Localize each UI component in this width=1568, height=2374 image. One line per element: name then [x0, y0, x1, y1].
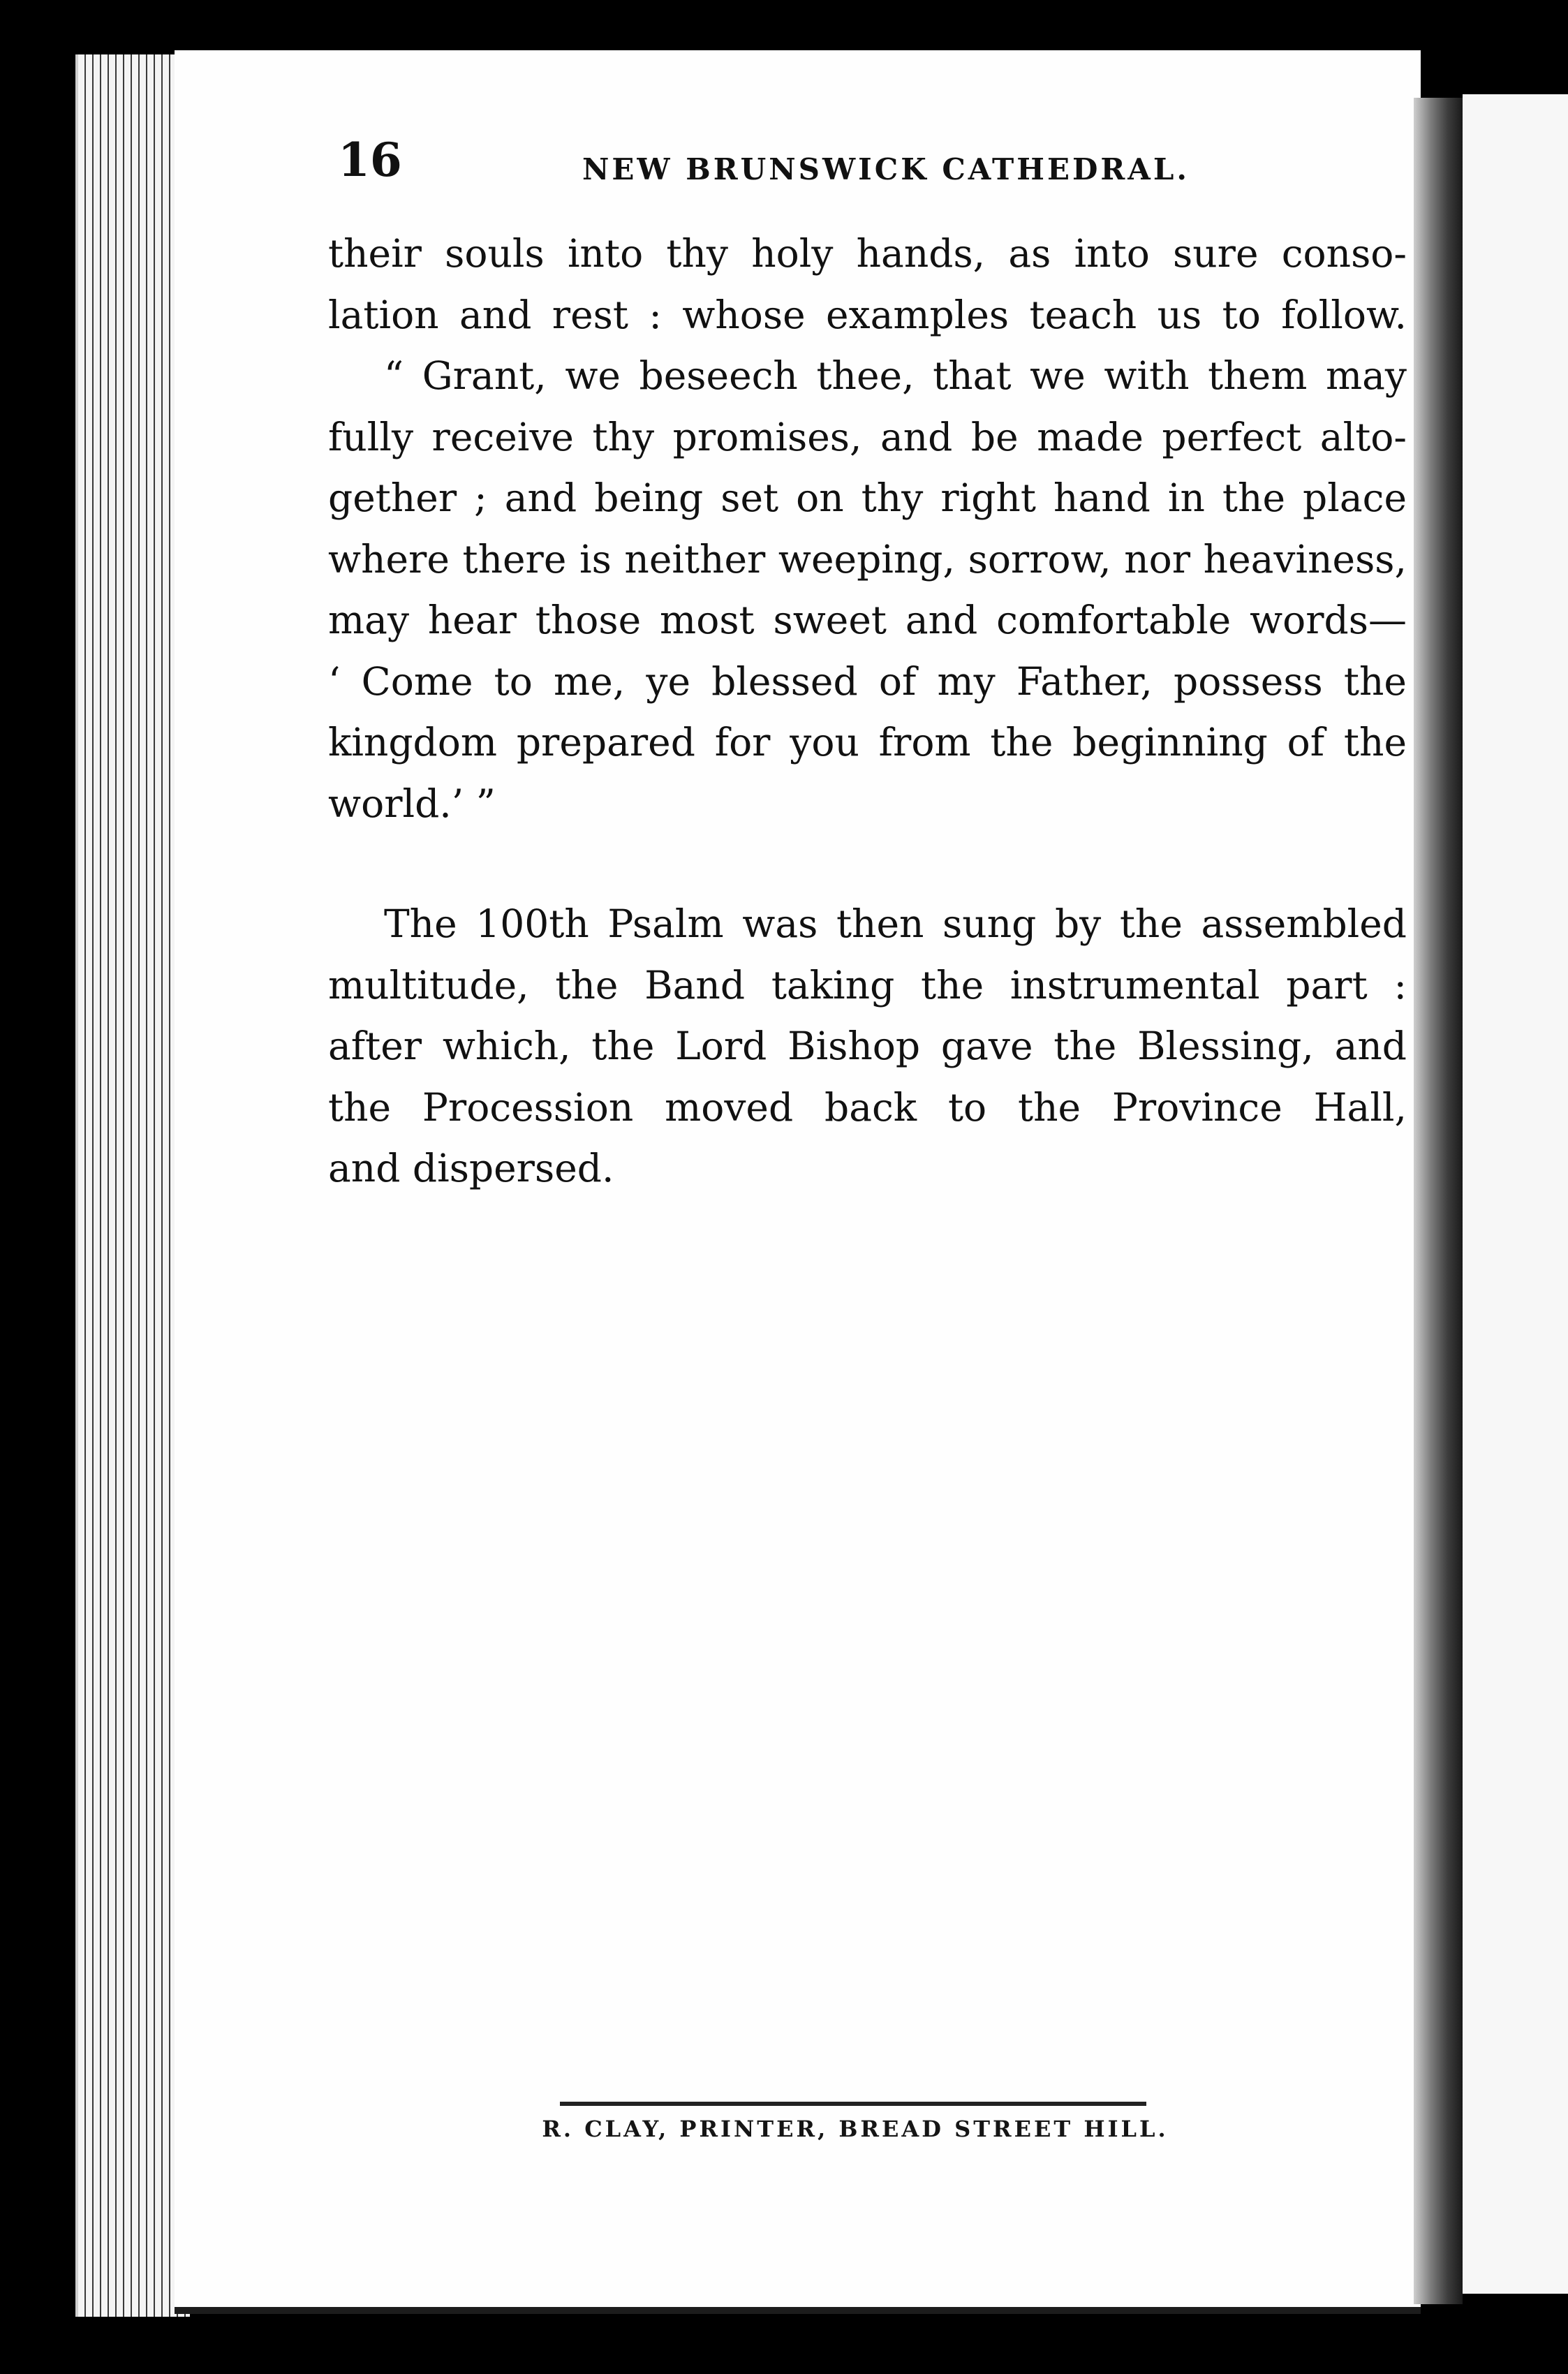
text-line: multitude, the Band taking the instrumental part : — [328, 962, 1407, 1008]
text-line: gether ; and being set on thy right hand in the place — [328, 475, 1407, 520]
imprint-rule — [560, 2102, 1146, 2106]
text-line: after which, the Lord Bishop gave the Blessing, and — [328, 1024, 1407, 1068]
text-line: ‘ Come to me, ye blessed of my Father, possess the — [328, 658, 1407, 704]
running-title: NEW BRUNSWICK CATHEDRAL. — [582, 152, 1190, 186]
text-line: their souls into thy holy hands, as into sure conso- — [328, 231, 1407, 276]
text-line: fully receive thy promises, and be made perfect alto- — [328, 414, 1407, 459]
text-line: where there is neither weeping, sorrow, nor heaviness, — [328, 536, 1407, 582]
text-line: lation and rest : whose examples teach us to follow. — [328, 292, 1407, 337]
text-line: kingdom prepared for you from the beginning of the — [328, 720, 1407, 765]
running-head — [338, 133, 1399, 202]
text-line: “ Grant, we beseech thee, that we with them may — [384, 353, 1407, 398]
text-line: The 100th Psalm was then sung by the assembled — [384, 901, 1407, 946]
text-line: and dispersed. — [328, 1146, 614, 1190]
text-line: world.’ ” — [328, 781, 496, 826]
facing-page-edge — [1463, 94, 1568, 2294]
body-text — [328, 223, 1407, 1200]
text-line: may hear those most sweet and comfortable words— — [328, 598, 1407, 642]
text-line: the Procession moved back to the Province Hall, — [328, 1084, 1407, 1130]
page-stack-edges — [75, 54, 190, 2317]
page-number: 16 — [338, 133, 402, 187]
gutter-shadow — [1414, 98, 1463, 2304]
paragraph-gap — [328, 834, 1407, 894]
printer-imprint: R. CLAY, PRINTER, BREAD STREET HILL. — [542, 2116, 1169, 2142]
